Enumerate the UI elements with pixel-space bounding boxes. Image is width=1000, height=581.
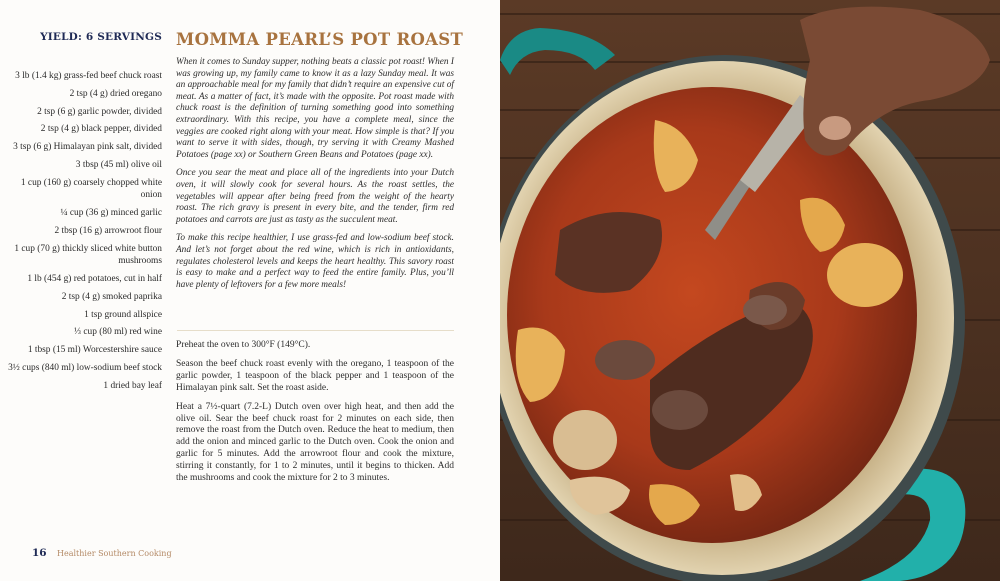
pot-roast-photo [500, 0, 1000, 581]
ingredient-item: 3 tbsp (45 ml) olive oil [75, 159, 162, 170]
step-paragraph: Preheat the oven to 300°F (149°C). [176, 340, 311, 350]
step-paragraph: Heat a 7½-quart (7.2-L) Dutch oven over high heat, and then add the olive oil. Sear the beef chuck roast for 2 minutes on each side, then remove the roast from the Dutch oven. Reduce the heat to medium, then add the onion and minced garlic to the Dutch oven. Cook the onion and garlic for 5 minutes. Add the arrowroot flour and cook the mixture, stirring it constantly, for 1 to 2 minutes, until it begins to thicken. Add the mushrooms and cook the mixture for 2 to 3 minutes. [176, 401, 454, 484]
intro-paragraph: Once you sear the meat and place all of the ingredients into your Dutch oven, it will slowly cook for several hours. As the roast settles, the vegetables will appear after being freed from the weight of the hearty roast. The rich gravy is present in every bite, and the tender, firm red potatoes and carrots are just as tasty as the succulent meat. [176, 168, 454, 225]
section-divider [177, 330, 454, 331]
ingredient-list [6, 70, 162, 398]
ingredient-item: 1 lb (454 g) red potatoes, cut in half [27, 273, 162, 284]
ingredient-item: 2 tbsp (16 g) arrowroot flour [54, 225, 162, 236]
step-paragraph: Season the beef chuck roast evenly with the oregano, 1 teaspoon of the garlic powder, 1 teaspoon of the black pepper and 1 teaspoon of the Himalayan pink salt. Set the roast aside. [176, 358, 454, 393]
intro-paragraph: To make this recipe healthier, I use grass-fed and low-sodium beef stock. And let’s not forget about the red wine, which is rich in antioxidants, regulates cholesterol levels and keeps the heart healthy. This savory roast is easy to make and a perfect way to feed the entire family. Plus, you’ll have plenty of leftovers for a few more meals! [176, 233, 454, 290]
ingredient-item: 1 tsp ground allspice [84, 309, 162, 320]
ingredient-item: 3½ cups (840 ml) low-sodium beef stock [8, 362, 162, 373]
ingredient-item: ⅓ cup (80 ml) red wine [74, 327, 162, 338]
dutch-oven-illustration [500, 0, 1000, 581]
intro-paragraph: When it comes to Sunday supper, nothing beats a classic pot roast! When I was growing up, my family came to know it as a lazy Sunday meal. It was an approachable meal for my family that didn’t require an expensive cut of meat. As a matter of fact, it’s made with the opposite. Pot roast made with chuck roast is the definition of turning something good into something extraordinary. With this recipe, you have a complete meal, since the veggies are cooked right along with your meat. How simple is that? If you want to serve it with sides, though, try serving it with Creamy Mashed Potatoes (page xx) or Southern Green Beans and Potatoes (page xx). [176, 57, 454, 160]
ingredient-item: 1 cup (70 g) thickly sliced white button mushrooms [14, 243, 162, 267]
yield-heading: YIELD: 6 SERVINGS [40, 31, 162, 43]
recipe-steps [176, 340, 454, 492]
ingredient-item: 1 tbsp (15 ml) Worcestershire sauce [27, 345, 162, 356]
ingredient-item: 2 tsp (4 g) dried oregano [69, 88, 162, 99]
recipe-title: MOMMA PEARL’S POT ROAST [176, 30, 464, 49]
recipe-intro [176, 57, 454, 298]
ingredient-item: 3 lb (1.4 kg) grass-fed beef chuck roast [15, 71, 162, 81]
ingredient-item: 2 tsp (4 g) black pepper, divided [40, 124, 162, 135]
running-head: Healthier Southern Cooking [57, 549, 172, 558]
ingredient-item: 3 tsp (6 g) Himalayan pink salt, divided [13, 142, 162, 153]
ingredient-item: 2 tsp (6 g) garlic powder, divided [37, 106, 162, 117]
ingredient-item: 2 tsp (4 g) smoked paprika [61, 291, 162, 302]
ingredient-item: 1 cup (160 g) coarsely chopped white onion [20, 177, 162, 201]
ingredient-item: ¼ cup (36 g) minced garlic [60, 208, 162, 219]
ingredient-item: 1 dried bay leaf [103, 380, 162, 391]
page-number: 16 [32, 547, 47, 559]
